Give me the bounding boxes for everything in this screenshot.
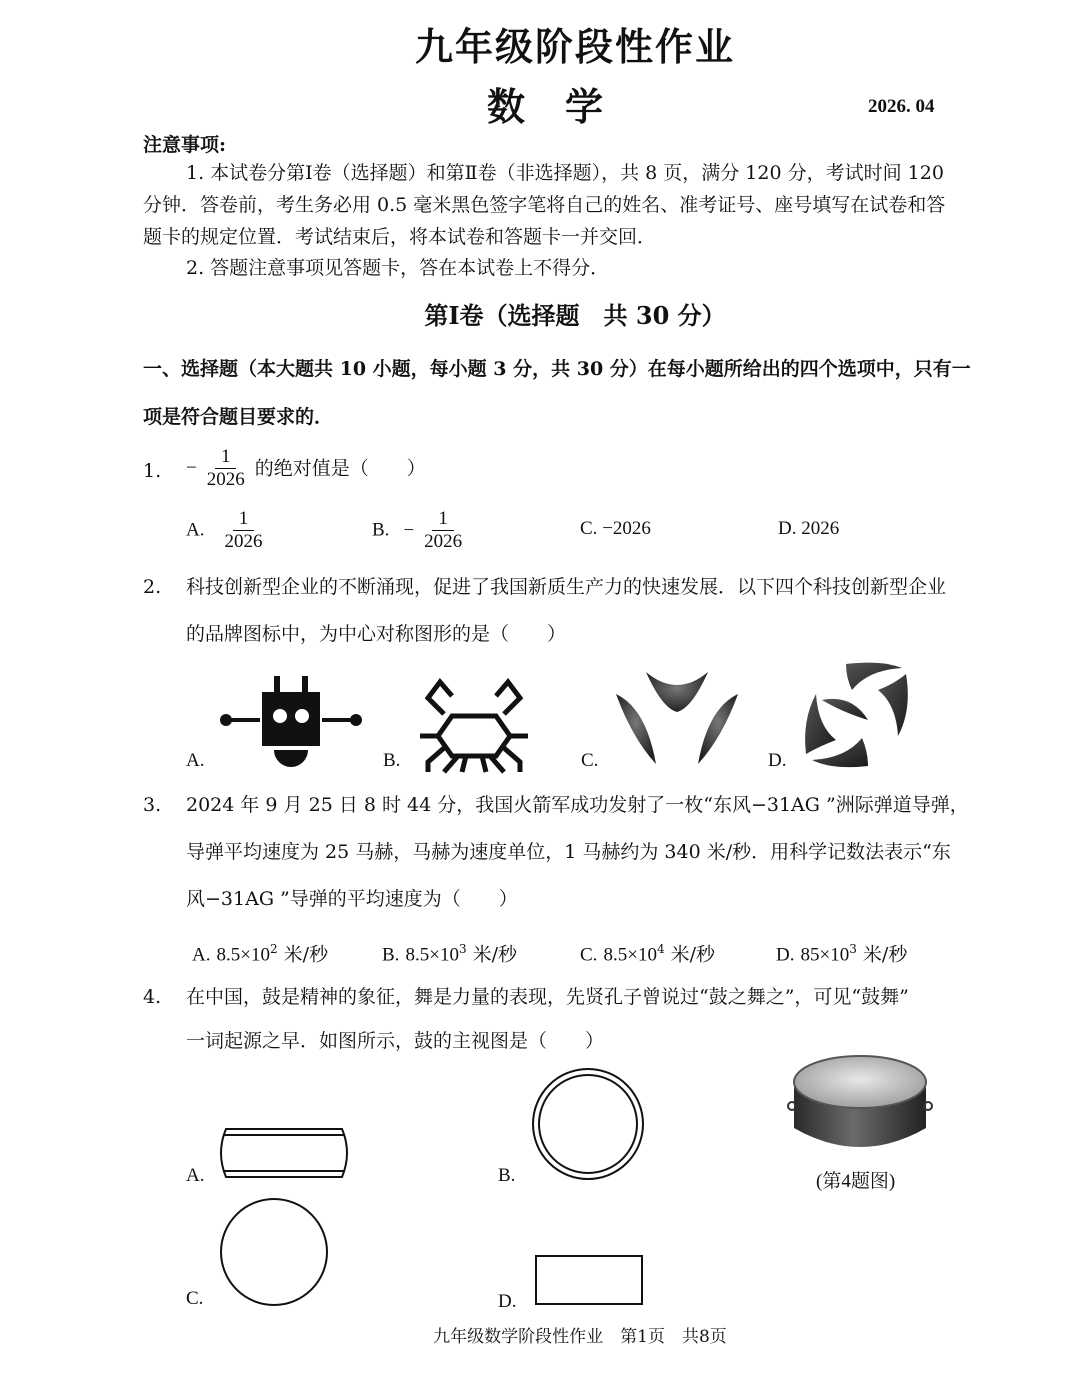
q4-figure-caption: (第4题图) — [816, 1171, 896, 1192]
circle-c-shape — [218, 1196, 330, 1308]
q2-option-b-label[interactable]: B. — [383, 750, 401, 771]
section1-instructions-line1: 一、选择题（本大题共 10 小题，每小题 3 分，共 30 分）在每小题所给出的四个选项中，只有一 — [143, 358, 971, 380]
q1-option-b-fraction — [418, 508, 468, 553]
q2-stem-line1: 科技创新型企业的不断涌现，促进了我国新质生产力的快速发展．以下四个科技创新型企业 — [186, 576, 947, 598]
q3-option-d[interactable] — [776, 934, 907, 970]
q3-option-b-exp: 3 — [458, 942, 467, 956]
q1-option-a-den: 2026 — [224, 531, 263, 552]
q3-option-d-base: 85×10 — [800, 944, 850, 966]
q2-option-c-label[interactable]: C. — [581, 750, 599, 771]
q4-option-d-label[interactable]: D. — [498, 1291, 517, 1312]
q1-option-d[interactable] — [778, 518, 839, 540]
q3-option-c-label: C. — [580, 944, 598, 966]
q2-number: 2. — [143, 576, 162, 598]
q1-stem-text: 的绝对值是（ ） — [254, 457, 426, 480]
exam-title: 九年级阶段性作业 — [414, 24, 735, 69]
q3-option-b-unit: 米/秒 — [466, 943, 518, 966]
q3-option-b[interactable] — [382, 934, 517, 970]
q1-option-b-den: 2026 — [424, 531, 463, 552]
notice-item1-line2: 分钟．答卷前，考生务必用 0.5 毫米黑色签字笔将自己的姓名、准考证号、座号填写在试卷和答 — [143, 194, 946, 216]
q1-stem — [186, 446, 426, 491]
q3-stem-line3: 风−31AG ”导弹的平均速度为（ ） — [186, 888, 518, 910]
q3-option-a-label: A. — [192, 944, 211, 966]
q1-frac-den: 2026 — [206, 469, 245, 490]
tri-crescent-logo-icon — [612, 668, 742, 768]
q3-option-b-label: B. — [382, 944, 400, 966]
q1-option-d-label: D. — [778, 518, 797, 539]
q3-option-c-base: 8.5×10 — [603, 944, 657, 966]
q1-option-a-num: 1 — [233, 508, 255, 531]
q4-number: 4. — [143, 986, 162, 1008]
q1-option-b[interactable] — [372, 508, 472, 553]
q1-option-a-fraction — [218, 508, 268, 553]
q3-option-a-unit: 米/秒 — [277, 943, 329, 966]
exam-date: 2026. 04 — [868, 96, 935, 117]
notice-item1-line1: 1. 本试卷分第Ⅰ卷（选择题）和第Ⅱ卷（非选择题），共 8 页，满分 120 分，考试时间 120 — [186, 162, 944, 184]
q1-neg-sign: − — [186, 457, 197, 479]
q1-option-b-num: 1 — [432, 508, 454, 531]
q1-option-d-text: 2026 — [801, 518, 840, 539]
q1-option-c-label: C. — [580, 518, 598, 539]
notice-heading: 注意事项: — [143, 134, 227, 156]
page-footer: 九年级数学阶段性作业 第1页 共8页 — [433, 1327, 727, 1347]
q3-option-b-base: 8.5×10 — [405, 944, 459, 966]
robot-logo-icon — [218, 674, 364, 770]
q3-stem-line2: 导弹平均速度为 25 马赫，马赫为速度单位，1 马赫约为 340 米/秒．用科学记数法表示“东 — [186, 841, 951, 863]
q1-option-b-label: B. — [372, 519, 390, 541]
swirl-logo-icon — [802, 660, 912, 770]
drum-photo-figure — [786, 1050, 934, 1160]
q2-option-a-label[interactable]: A. — [186, 750, 205, 771]
q4-stem-line1: 在中国，鼓是精神的象征，舞是力量的表现，先贤孔子曾说过“鼓之舞之”，可见“鼓舞” — [186, 986, 909, 1008]
drum-front-view-a-shape — [218, 1125, 350, 1181]
q3-option-a[interactable] — [192, 934, 328, 970]
q1-option-c[interactable] — [580, 518, 651, 540]
q1-option-b-neg: − — [403, 519, 415, 541]
q3-option-a-exp: 2 — [270, 942, 278, 956]
q2-stem-line2: 的品牌图标中，为中心对称图形的是（ ） — [186, 623, 567, 645]
q1-number: 1. — [143, 460, 162, 482]
notice-item2: 2. 答题注意事项见答题卡，答在本试卷上不得分． — [186, 257, 610, 279]
rectangle-d-shape — [534, 1254, 644, 1308]
q1-fraction — [201, 446, 251, 491]
subject-title: 数学 — [486, 84, 643, 129]
q1-option-c-text: −2026 — [602, 518, 651, 539]
q3-stem-line1: 2024 年 9 月 25 日 8 时 44 分，我国火箭军成功发射了一枚“东风−31AG ”洲际弹道导弹， — [186, 794, 969, 816]
q3-option-c[interactable] — [580, 934, 715, 970]
q2-option-d-label[interactable]: D. — [768, 750, 787, 771]
q1-option-a-label: A. — [186, 519, 205, 541]
q4-option-a-label[interactable]: A. — [186, 1165, 205, 1186]
q3-option-c-exp: 4 — [656, 942, 665, 956]
q3-option-d-unit: 米/秒 — [856, 943, 908, 966]
double-circle-b-shape — [530, 1066, 646, 1182]
q3-option-a-base: 8.5×10 — [216, 944, 270, 966]
section1-instructions-line2: 项是符合题目要求的． — [143, 406, 334, 428]
q4-stem-line2: 一词起源之早．如图所示，鼓的主视图是（ ） — [186, 1030, 605, 1052]
q4-option-c-label[interactable]: C. — [186, 1288, 204, 1309]
q1-frac-num: 1 — [215, 446, 237, 469]
q1-option-a[interactable] — [186, 508, 272, 553]
crab-logo-icon — [414, 676, 534, 772]
notice-item1-line3: 题卡的规定位置．考试结束后，将本试卷和答题卡一并交回． — [143, 226, 657, 248]
q3-option-d-label: D. — [776, 944, 795, 966]
q3-option-d-exp: 3 — [849, 942, 857, 956]
q3-number: 3. — [143, 794, 162, 816]
q3-option-c-unit: 米/秒 — [664, 943, 716, 966]
section1-title: 第Ⅰ卷（选择题 共 30 分） — [424, 301, 726, 330]
q4-option-b-label[interactable]: B. — [498, 1165, 516, 1186]
